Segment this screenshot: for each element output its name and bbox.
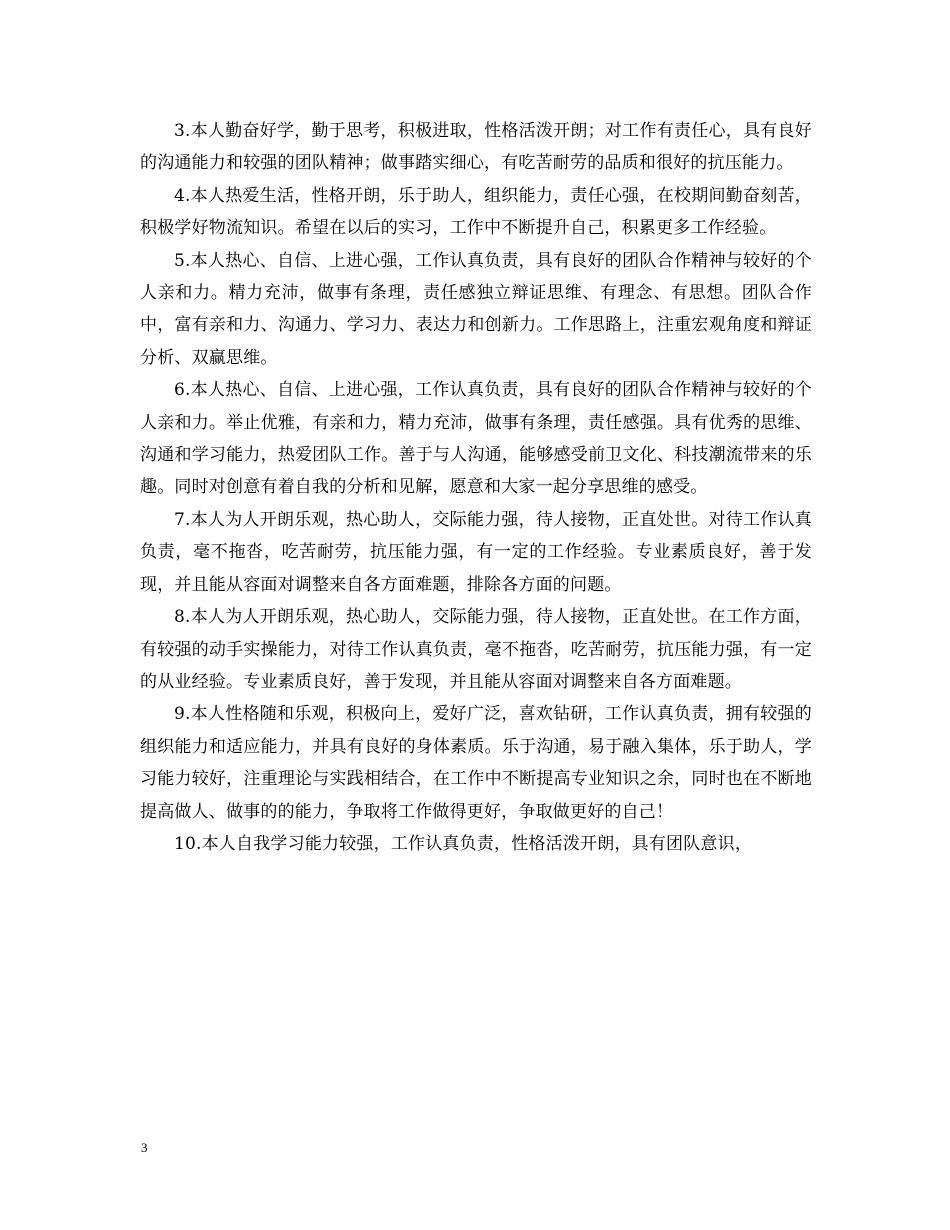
document-body <box>140 115 812 860</box>
paragraph-9: 9.本人性格随和乐观，积极向上，爱好广泛，喜欢钻研，工作认真负责，拥有较强的组织能力和适应能力，并具有良好的身体素质。乐于沟通，易于融入集体，乐于助人，学习能力较好，注重理论与实践相结合，在工作中不断提高专业知识之余，同时也在不断地提高做人、做事的的能力，争取将工作做得更好，争取做更好的自己！ <box>140 704 812 822</box>
paragraph-8: 8.本人为人开朗乐观，热心助人，交际能力强，待人接物，正直处世。在工作方面，有较强的动手实操能力，对待工作认真负责，毫不拖沓，吃苦耐劳，抗压能力强，有一定的从业经验。专业素质良好，善于发现，并且能从容面对调整来自各方面难题。 <box>140 607 812 692</box>
paragraph-10: 10.本人自我学习能力较强，工作认真负责，性格活泼开朗，具有团队意识， <box>174 833 753 854</box>
paragraph-6: 6.本人热心、自信、上进心强，工作认真负责，具有良好的团队合作精神与较好的个人亲和力。举止优雅，有亲和力，精力充沛，做事有条理，责任感强。具有优秀的思维、沟通和学习能力，热爱团队工作。善于与人沟通，能够感受前卫文化、科技潮流带来的乐趣。同时对创意有着自我的分析和见解，愿意和大家一起分享思维的感受。 <box>140 380 812 498</box>
paragraph-5: 5.本人热心、自信、上进心强，工作认真负责，具有良好的团队合作精神与较好的个人亲和力。精力充沛，做事有条理，责任感独立辩证思维、有理念、有思想。团队合作中，富有亲和力、沟通力、学习力、表达力和创新力。工作思路上，注重宏观角度和辩证分析、双赢思维。 <box>140 250 812 368</box>
paragraph-3: 3.本人勤奋好学，勤于思考，积极进取，性格活泼开朗；对工作有责任心，具有良好的沟通能力和较强的团队精神；做事踏实细心，有吃苦耐劳的品质和很好的抗压能力。 <box>140 121 812 174</box>
page-number: 3 <box>141 1140 148 1155</box>
paragraph-4: 4.本人热爱生活，性格开朗，乐于助人，组织能力，责任心强，在校期间勤奋刻苦，积极学好物流知识。希望在以后的实习，工作中不断提升自己，积累更多工作经验。 <box>140 185 812 239</box>
paragraph-7: 7.本人为人开朗乐观，热心助人，交际能力强，待人接物，正直处世。对待工作认真负责，毫不拖沓，吃苦耐劳，抗压能力强，有一定的工作经验。专业素质良好，善于发现，并且能从容面对调整来自各方面难题，排除各方面的问题。 <box>140 509 812 595</box>
